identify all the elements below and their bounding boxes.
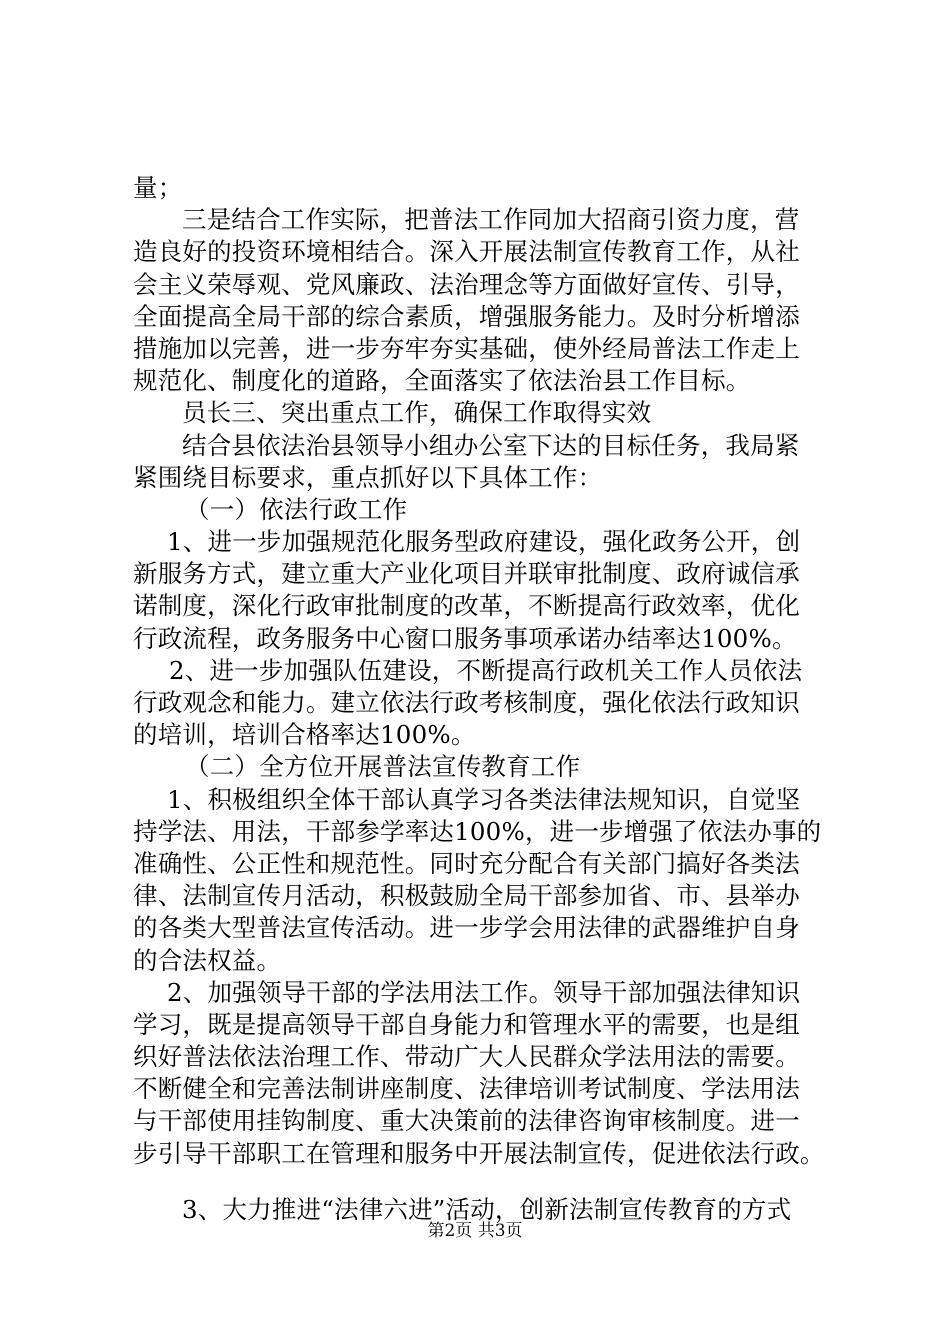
text-line: 新服务方式，建立重大产业化项目并联审批制度、政府诚信承 bbox=[133, 559, 800, 589]
text-line: 造良好的投资环境相结合。深入开展法制宣传教育工作，从社 bbox=[133, 237, 800, 267]
text-line: 诺制度，深化行政审批制度的改革，不断提高行政效率，优化 bbox=[133, 591, 800, 621]
text-line: 全面提高全局干部的综合素质，增强服务能力。及时分析增添 bbox=[133, 301, 800, 331]
paragraph-start: 2、加强领导干部的学法用法工作。领导干部加强法律知识 bbox=[167, 977, 801, 1007]
text-line: 与干部使用挂钩制度、重大决策前的法律咨询审核制度。进一 bbox=[133, 1106, 800, 1136]
text-line: 行政流程，政务服务中心窗口服务事项承诺办结率达100%。 bbox=[133, 623, 797, 653]
text-line: 会主义荣辱观、党风廉政、法治理念等方面做好宣传、引导， bbox=[133, 269, 800, 299]
text-line: 律、法制宣传月活动，积极鼓励全局干部参加省、市、县举办 bbox=[133, 881, 800, 911]
text-line: 紧围绕目标要求，重点抓好以下具体工作： bbox=[133, 462, 603, 492]
text-line: 行政观念和能力。建立依法行政考核制度，强化依法行政知识 bbox=[133, 688, 800, 717]
text-line: 的各类大型普法宣传活动。进一步学会用法律的武器维护自身 bbox=[133, 913, 800, 943]
subsection-heading: （二）全方位开展普法宣传教育工作 bbox=[185, 752, 581, 782]
text-line: 持学法、用法，干部参学率达100%，进一步增强了依法办事的 bbox=[133, 816, 822, 846]
paragraph-start: 结合县依法治县领导小组办公室下达的目标任务，我局紧 bbox=[182, 430, 800, 460]
text-line: 规范化、制度化的道路，全面落实了依法治县工作目标。 bbox=[133, 366, 751, 396]
text-line: 不断健全和完善法制讲座制度、法律培训考试制度、学法用法 bbox=[133, 1074, 800, 1104]
text-line: 学习，既是提高领导干部自身能力和管理水平的需要，也是组 bbox=[133, 1009, 800, 1039]
text-line: 量； bbox=[133, 173, 183, 202]
text-line: 的培训，培训合格率达100%。 bbox=[133, 720, 476, 750]
text-line: 措施加以完善，进一步夯牢夯实基础，使外经局普法工作走上 bbox=[133, 333, 800, 363]
paragraph-start: 2、进一步加强队伍建设，不断提高行政机关工作人员依法 bbox=[169, 655, 803, 685]
text-line: 的合法权益。 bbox=[133, 945, 282, 975]
text-line: 步引导干部职工在管理和服务中开展法制宣传，促进依法行政。 bbox=[133, 1138, 825, 1168]
text-line: 准确性、公正性和规范性。同时充分配合有关部门搞好各类法 bbox=[133, 848, 800, 878]
paragraph-start: 1、进一步加强规范化服务型政府建设，强化政务公开，创 bbox=[167, 527, 801, 557]
text-line: 织好普法依法治理工作、带动广大人民群众学法用法的需要。 bbox=[133, 1042, 800, 1072]
paragraph-gap bbox=[133, 1170, 833, 1194]
page-number-footer: 第2页 共3页 bbox=[427, 1221, 523, 1241]
paragraph-start: 1、积极组织全体干部认真学习各类法律法规知识，自觉坚 bbox=[167, 784, 801, 814]
section-heading: 员长三、突出重点工作，确保工作取得实效 bbox=[182, 398, 652, 428]
subsection-heading: （一）依法行政工作 bbox=[185, 494, 408, 524]
paragraph-start: 三是结合工作实际，把普法工作同加大招商引资力度，营 bbox=[182, 205, 800, 235]
document-body bbox=[133, 172, 833, 1226]
paragraph-start: 3、大力推进“法律六进”活动，创新法制宣传教育的方式 bbox=[182, 1194, 792, 1224]
